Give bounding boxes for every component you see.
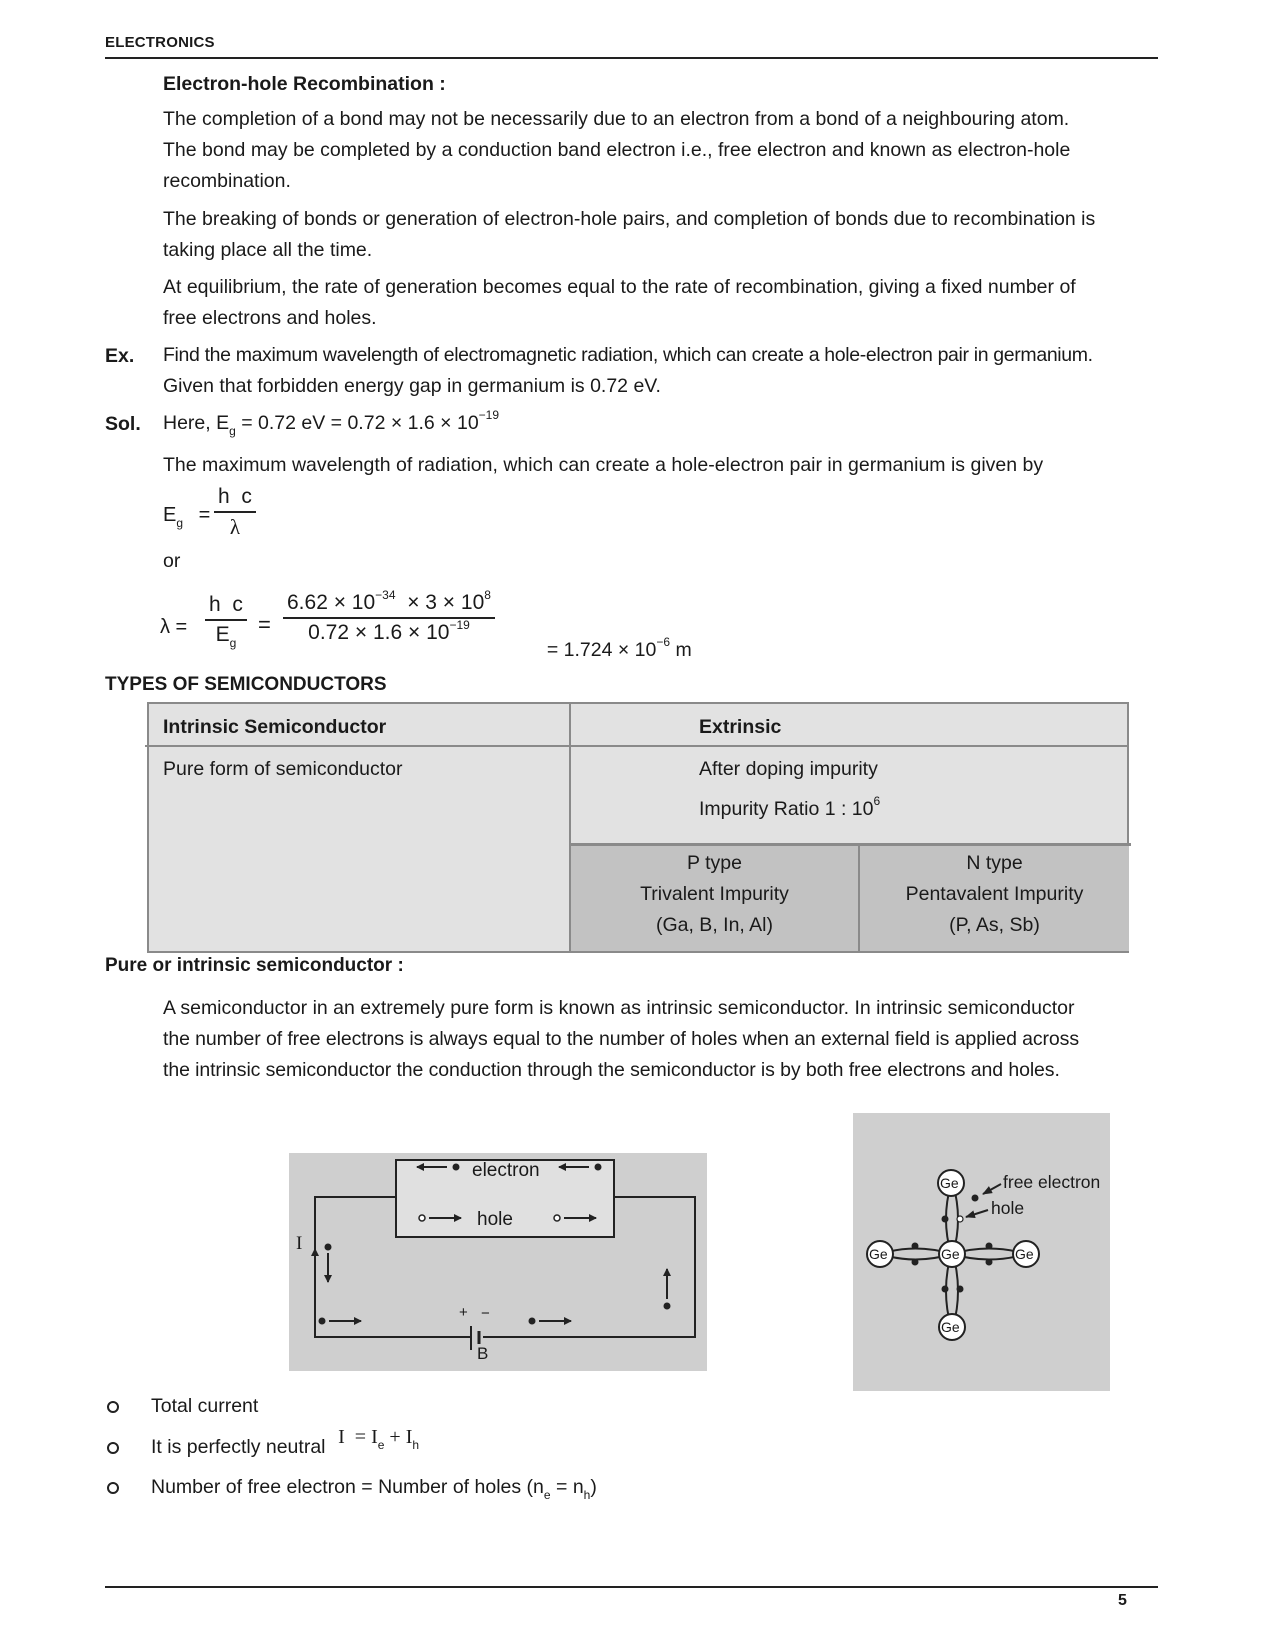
text: = n — [550, 1476, 584, 1498]
superscript: 6 — [873, 794, 881, 808]
superscript: −6 — [656, 635, 671, 649]
eq2-fraction-1 — [205, 593, 247, 650]
text-line: Given that forbidden energy gap in germanium is 0.72 eV. — [163, 375, 661, 397]
free-electron-pointer — [983, 1184, 1001, 1194]
subscript: g — [229, 635, 237, 650]
text: ) — [590, 1476, 597, 1498]
bond-electron — [986, 1243, 993, 1250]
text-line: A semiconductor in an extremely pure form is known as intrinsic semiconductor. In intrinsic semiconductor — [163, 997, 1075, 1019]
free-electron-label: free electron — [1003, 1172, 1101, 1192]
electron-dot — [319, 1318, 326, 1325]
text: Impurity Ratio 1 : 10 — [699, 798, 874, 820]
text-line: Find the maximum wavelength of electromagnetic radiation, which can create a hole-electron pair in germanium. — [163, 344, 1093, 366]
impurity-ratio — [699, 794, 881, 821]
text: = 0.72 eV = 0.72 × 1.6 × 10 — [235, 412, 479, 434]
ge-label-right: Ge — [1015, 1246, 1034, 1262]
hole-label: hole — [991, 1198, 1025, 1218]
free-electron — [972, 1195, 979, 1202]
numerator: h c — [218, 485, 252, 508]
solution-label: Sol. — [105, 413, 141, 435]
hole-label: hole — [477, 1209, 513, 1230]
text: × 3 × 10 — [395, 591, 485, 614]
paragraph-recombination-1 — [163, 104, 1158, 197]
unit: m — [670, 639, 692, 661]
bond-electron — [912, 1243, 919, 1250]
ge-label-center: Ge — [941, 1246, 960, 1262]
n-type-cell — [860, 848, 1129, 941]
numerator: h c — [209, 593, 243, 616]
eq2-fraction-2 — [283, 588, 495, 645]
hole-dot — [419, 1215, 425, 1221]
bullet-neutral: It is perfectly neutral — [151, 1436, 326, 1458]
ge-label-bottom: Ge — [941, 1319, 960, 1335]
electron-dot — [529, 1318, 536, 1325]
text: E — [215, 622, 230, 646]
text-line: taking place all the time. — [163, 239, 373, 261]
denominator: λ — [229, 514, 241, 539]
text-line: At equilibrium, the rate of generation becomes equal to the rate of recombination, giving a fixed number of — [163, 276, 1076, 298]
eq2-lhs: λ = — [160, 616, 188, 638]
text: I = I — [338, 1426, 378, 1448]
eq2-equals: = — [258, 612, 271, 637]
electron-dot — [453, 1164, 460, 1171]
text: = 1.724 × 10 — [546, 639, 657, 661]
electron-dot — [595, 1164, 602, 1171]
semiconductor-types-table — [147, 702, 1129, 953]
subscript: h — [412, 1438, 420, 1452]
battery-label: B — [477, 1344, 489, 1363]
p-type-kind: Trivalent Impurity — [640, 883, 789, 905]
battery-minus-label: − — [481, 1305, 490, 1322]
text-line: the intrinsic semiconductor the conduction through the semiconductor is by both free electrons and holes. — [163, 1059, 1060, 1081]
bond-electron — [957, 1286, 964, 1293]
bond-electron — [986, 1259, 993, 1266]
text-line: The bond may be completed by a conduction band electron i.e., free electron and known as electron-hole — [163, 139, 1071, 161]
n-type-kind: Pentavalent Impurity — [905, 883, 1084, 905]
header-rule — [105, 57, 1158, 59]
solution-given — [163, 408, 499, 441]
text: Here, E — [163, 412, 230, 434]
subscript: g — [176, 516, 184, 530]
total-current-equation — [327, 1391, 419, 1455]
text-line: free electrons and holes. — [163, 307, 377, 329]
equals: = — [198, 504, 211, 526]
circuit-figure — [289, 1153, 707, 1371]
text: 0.72 × 1.6 × 10 — [308, 620, 450, 644]
germanium-lattice-diagram — [853, 1113, 1110, 1391]
bullet-total-current: Total current — [151, 1395, 259, 1417]
text: Number of free electron = Number of holes (n — [151, 1476, 544, 1498]
section-heading-types: TYPES OF SEMICONDUCTORS — [105, 674, 387, 695]
superscript: −19 — [478, 408, 500, 422]
electron-dot — [664, 1303, 671, 1310]
electron-label: electron — [472, 1160, 540, 1181]
superscript: −19 — [449, 617, 470, 632]
circuit-diagram — [289, 1153, 707, 1371]
paragraph-intrinsic — [163, 993, 1158, 1086]
subscript: h — [583, 1488, 591, 1502]
or-text: or — [163, 550, 181, 572]
subscript: e — [543, 1488, 551, 1502]
bullet-icon — [107, 1482, 119, 1494]
ge-label-top: Ge — [940, 1175, 959, 1191]
p-type-elements: (Ga, B, In, Al) — [655, 914, 774, 936]
n-type-elements: (P, As, Sb) — [949, 914, 1040, 936]
intrinsic-description: Pure form of semiconductor — [163, 758, 403, 780]
subscript: e — [377, 1438, 385, 1452]
text-line: The breaking of bonds or generation of electron-hole pairs, and completion of bonds due to recombination is — [163, 208, 1096, 230]
eq1-lhs — [163, 504, 211, 530]
text-line: recombination. — [163, 170, 291, 192]
n-type-title: N type — [966, 852, 1023, 874]
example-label: Ex. — [105, 345, 135, 367]
bond-electron — [942, 1216, 949, 1223]
text-line: The completion of a bond may not be necessarily due to an electron from a bond of a neighbouring atom. — [163, 108, 1070, 130]
subscript: g — [229, 424, 236, 438]
footer-rule — [105, 1586, 1158, 1588]
text: 6.62 × 10 — [287, 591, 376, 614]
p-type-title: P type — [687, 852, 742, 874]
eq2-result — [536, 616, 692, 662]
bullet-icon — [107, 1401, 119, 1413]
example-question — [163, 340, 1158, 402]
lattice-figure — [853, 1113, 1110, 1391]
current-label: I — [296, 1233, 303, 1254]
ge-label-left: Ge — [869, 1246, 888, 1262]
denominator — [304, 619, 474, 645]
p-type-cell — [570, 848, 859, 941]
header-extrinsic: Extrinsic — [699, 716, 782, 738]
bond-electron — [912, 1259, 919, 1266]
bullet-equal-carriers — [151, 1472, 597, 1505]
superscript: 8 — [484, 588, 491, 602]
numerator — [283, 588, 495, 617]
hole-pointer — [966, 1210, 988, 1217]
text: E — [163, 504, 177, 526]
extrinsic-subdivider — [569, 843, 1131, 846]
section-heading-recombination: Electron-hole Recombination : — [163, 73, 446, 95]
paragraph-recombination-2 — [163, 204, 1158, 266]
running-header: ELECTRONICS — [105, 34, 215, 51]
section-heading-intrinsic: Pure or intrinsic semiconductor : — [105, 955, 404, 976]
header-divider — [145, 745, 1129, 747]
bullet-icon — [107, 1442, 119, 1454]
electron-dot — [325, 1244, 332, 1251]
extrinsic-description: After doping impurity — [699, 758, 878, 780]
text: + I — [384, 1426, 413, 1448]
header-intrinsic: Intrinsic Semiconductor — [163, 716, 387, 738]
hole-dot — [554, 1215, 560, 1221]
eq1-fraction — [214, 485, 256, 540]
solution-statement: The maximum wavelength of radiation, which can create a hole-electron pair in germanium is given by — [163, 454, 1044, 476]
text-line: the number of free electrons is always equal to the number of holes when an external field is applied across — [163, 1028, 1079, 1050]
page-number: 5 — [1118, 1592, 1127, 1609]
bond-electron — [942, 1286, 949, 1293]
battery-plus-label: + — [459, 1304, 468, 1321]
paragraph-recombination-3 — [163, 272, 1158, 334]
hole-in-bond — [957, 1216, 963, 1222]
denominator — [212, 621, 241, 650]
superscript: −34 — [375, 588, 396, 602]
